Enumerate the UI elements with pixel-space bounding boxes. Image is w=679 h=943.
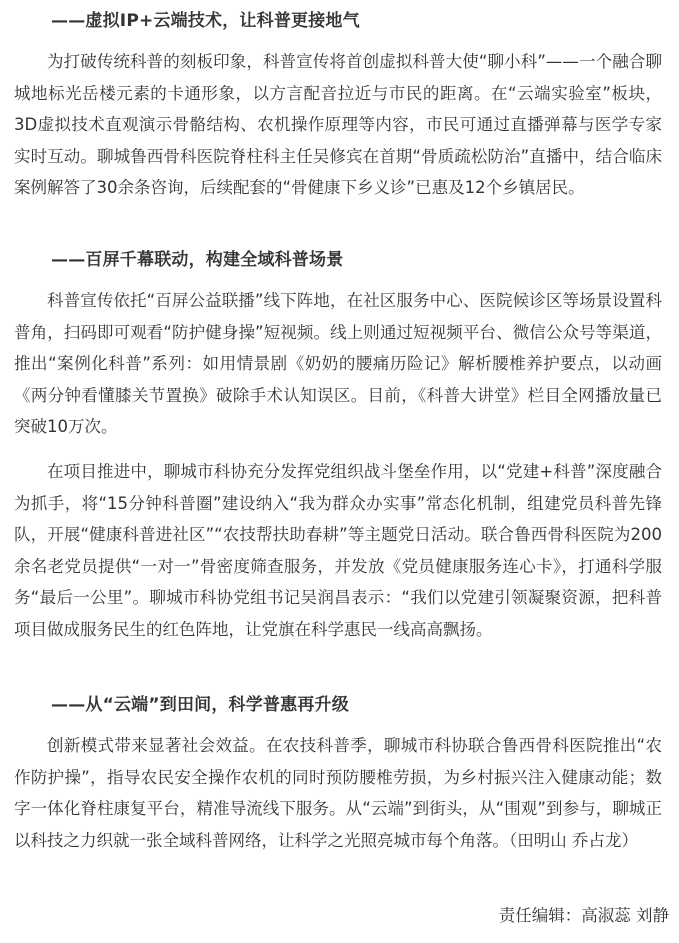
paragraph-party-building: 在项目推进中，聊城市科协充分发挥党组织战斗堡垒作用，以“党建+科普”深度融合为抓手，将“15分钟科普圈”建设纳入“我为群众办实事”常态化机制，组建党员科普先锋队，开展“健康科普进社区”“农技帮扶助春耕”等主题党日活动。联合鲁西骨科医院为200余名老党员提供“一对一”骨密度筛查服务，并发放《党员健康服务连心卡》，打通科学服务“最后一公里”。聊城市科协党组书记吴润昌表示：“我们以党建引领凝聚资源，把科普项目做成服务民生的红色阵地，让党旗在科学惠民一线高高飘扬。 [14,462,662,639]
section-heading-cloud-to-field: ——从“云端”到田间，科学普惠再升级 [51,695,349,715]
paragraph-cloud-to-field: 创新模式带来显著社会效益。在农技科普季，聊城市科协联合鲁西骨科医院推出“农作防护操”，指导农民安全操作农机的同时预防腰椎劳损，为乡村振兴注入健康动能；数字一体化脊柱康复平台，精准导流线下服务。从“云端”到街头，从“围观”到参与，聊城正以科技之力织就一张全域科普网络，让科学之光照亮城市每个角落。（田明山 乔占龙） [14,736,662,850]
section-heading-screens: ——百屏千幕联动，构建全域科普场景 [51,250,344,270]
section-heading-virtual-ip: ——虚拟IP+云端技术，让科普更接地气 [51,11,360,31]
editor-credit: 责任编辑：高淑蕊 刘静 [498,906,669,925]
paragraph-virtual-ip: 为打破传统科普的刻板印象，科普宣传将首创虚拟科普大使“聊小科”——一个融合聊城地标光岳楼元素的卡通形象，以方言配音拉近与市民的距离。在“云端实验室”板块，3D虚拟技术直观演示骨骼结构、农机操作原理等内容，市民可通过直播弹幕与医学专家实时互动。聊城鲁西骨科医院脊柱科主任吴修宾在首期“骨质疏松防治”直播中，结合临床案例解答了30余条咨询，后续配套的“骨健康下乡义诊”已惠及12个乡镇居民。 [14,52,662,197]
paragraph-screens: 科普宣传依托“百屏公益联播”线下阵地，在社区服务中心、医院候诊区等场景设置科普角，扫码即可观看“防护健身操”短视频。线上则通过短视频平台、微信公众号等渠道，推出“案例化科普”系列：如用情景剧《奶奶的腰痛历险记》解析腰椎养护要点，以动画《两分钟看懂膝关节置换》破除手术认知误区。目前，《科普大讲堂》栏目全网播放量已突破10万次。 [14,291,662,436]
